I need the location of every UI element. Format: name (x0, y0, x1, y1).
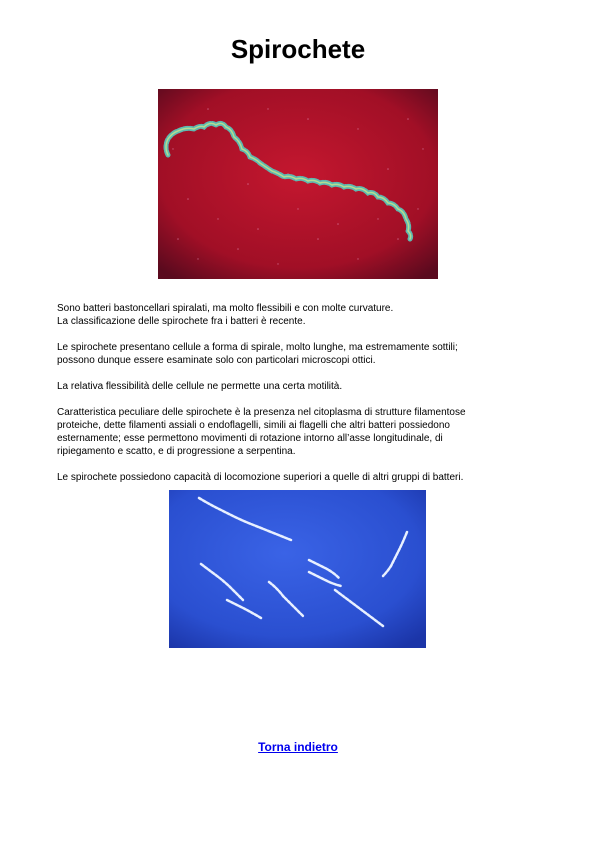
page-title: Spirochete (230, 34, 366, 64)
paragraph-2-line-1: Le spirochete presentano cellule a forma di spirale, molto lunghe, ma estremamente sottili; (57, 342, 458, 353)
paragraph-4-line-1: Caratteristica peculiare delle spirochete è la presenza nel citoplasma di strutture filamentose (57, 407, 466, 418)
spirochete-red-background-photo (158, 89, 438, 279)
paragraph-4-line-3: esternamente; esse permettono movimenti di rotazione intorno all’asse longitudinale, di (57, 433, 443, 444)
paragraph-4-line-2: proteiche, dette filamenti assiali o endoflagelli, simili ai flagelli che altri batteri possiedono (57, 420, 450, 431)
spirochetes-blue-background-photo (169, 490, 426, 648)
back-link[interactable]: Torna indietro (258, 740, 338, 754)
paragraph-1-line-1: Sono batteri bastoncellari spiralati, ma molto flessibili e con molte curvature. (57, 303, 394, 314)
paragraph-2-line-2: possono dunque essere esaminate solo con particolari microscopi ottici. (57, 355, 376, 366)
paragraph-3-line-1: La relativa flessibilità delle cellule ne permette una certa motilità. (57, 381, 343, 392)
paragraph-5-line-1: Le spirochete possiedono capacità di locomozione superiori a quelle di altri gruppi di batteri. (57, 472, 464, 483)
paragraph-1-line-2: La classificazione delle spirochete fra i batteri è recente. (57, 316, 306, 327)
paragraph-4-line-4: ripiegamento e scatto, e di progressione a serpentina. (57, 446, 296, 457)
